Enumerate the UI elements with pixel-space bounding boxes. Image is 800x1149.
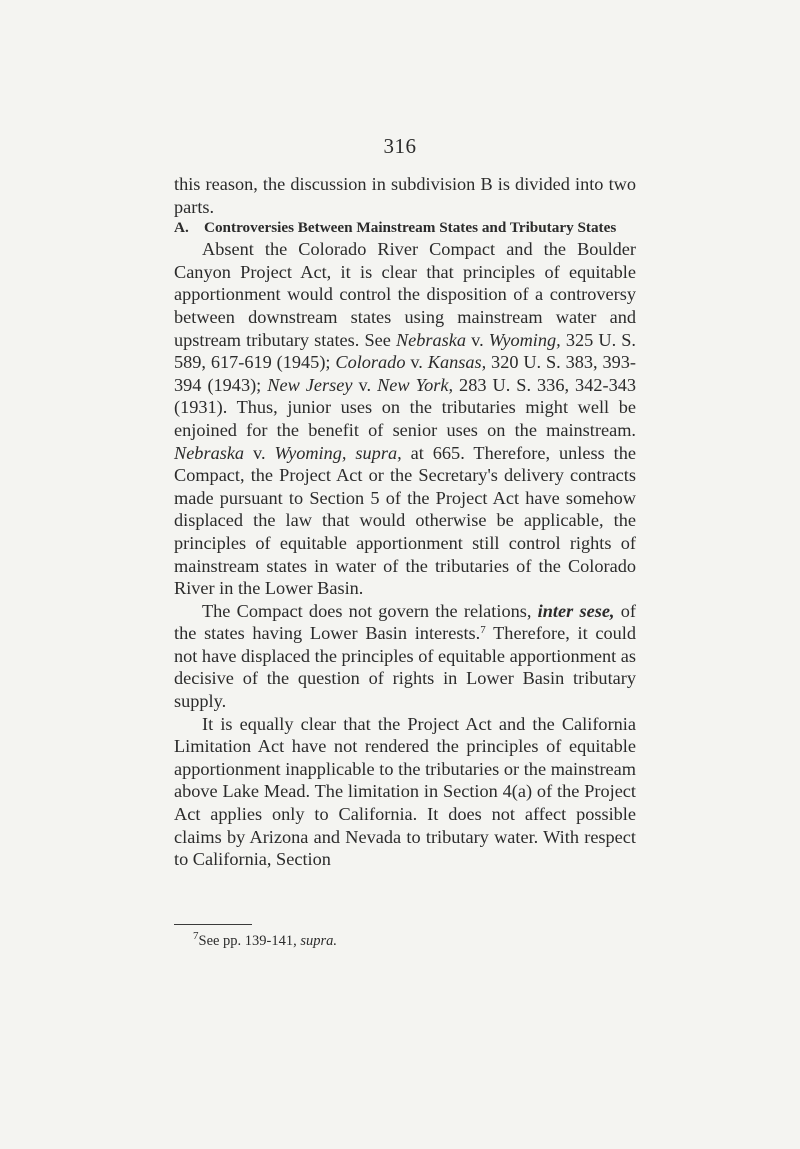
text-run: The Compact does not govern the relations,: [202, 600, 538, 621]
section-heading-text: Controversies Between Mainstream States and Tributary States: [204, 219, 617, 237]
text-run: v.: [352, 374, 378, 395]
paragraph-equitable-apportionment: [174, 238, 636, 600]
citation: 283 U. S. 336, 342-343 (1931). Thus, junior uses on the tributaries might well be enjoined for the benefit of senior uses on the mainstream.: [174, 374, 636, 440]
case-name: Colorado: [335, 352, 406, 373]
paragraph-compact: [174, 600, 636, 713]
case-name: Nebraska: [395, 329, 467, 350]
case-name: Wyoming,: [488, 329, 561, 350]
citation: 320 U. S. 383, 393-394 (1943);: [174, 352, 636, 395]
text-run: v.: [466, 329, 489, 350]
text-run: of the states having Lower Basin interests.: [174, 600, 636, 644]
footnote-reference: 7: [480, 624, 486, 637]
text-run: Absent the Colorado River Compact and the Boulder Canyon Project Act, it is clear that principles of equitable apportionment would control the disposition of a controversy between downstream states using mainstream water and upstream tributary states. See: [174, 239, 636, 350]
text-run: at 665. Therefore, unless the Compact, the Project Act or the Secretary's delivery contracts made pursuant to Section 5 of the Project Act have somehow displaced the law that would otherwise be applicable, the principles of equitable apportionment still control rights of mainstream states in water of the tributaries of the Colorado River in the Lower Basin.: [174, 442, 636, 599]
footnote-divider: [174, 924, 252, 925]
case-name: New Jersey: [267, 374, 353, 395]
footnote: [193, 932, 633, 950]
page-number: 316: [383, 134, 417, 158]
case-name: Nebraska: [174, 442, 245, 463]
text-run: v.: [405, 352, 428, 373]
section-heading-letter: A.: [174, 219, 189, 237]
footnote-number: 7: [193, 930, 199, 942]
case-name: Wyoming, supra,: [274, 442, 402, 463]
paragraph-project-act: It is equally clear that the Project Act and the California Limitation Act have not rendered the principles of equitable apportionment inapplicable to the tributaries or the mainstream above Lake Mead. The limitation in Section 4(a) of the Project Act applies only to California. It does not affect possible claims by Arizona and Nevada to tributary water. With respect to California, Section: [174, 713, 636, 870]
section-heading: [174, 218, 636, 238]
text-run: v.: [244, 442, 275, 463]
footnote-supra: supra.: [300, 933, 338, 949]
latin-phrase: inter sese,: [537, 600, 615, 621]
citation: 325 U. S. 589, 617-619 (1945);: [174, 329, 636, 373]
case-name: New York,: [377, 374, 454, 395]
text-run: Therefore, it could not have displaced the principles of equitable apportionment as decisive of the question of rights in Lower Basin tributary supply.: [174, 623, 637, 712]
case-name: Kansas,: [427, 352, 487, 373]
footnote-text: See pp. 139-141,: [198, 933, 301, 949]
paragraph-continuation: this reason, the discussion in subdivision B is divided into two parts.: [174, 174, 636, 217]
body-text: [174, 173, 636, 871]
